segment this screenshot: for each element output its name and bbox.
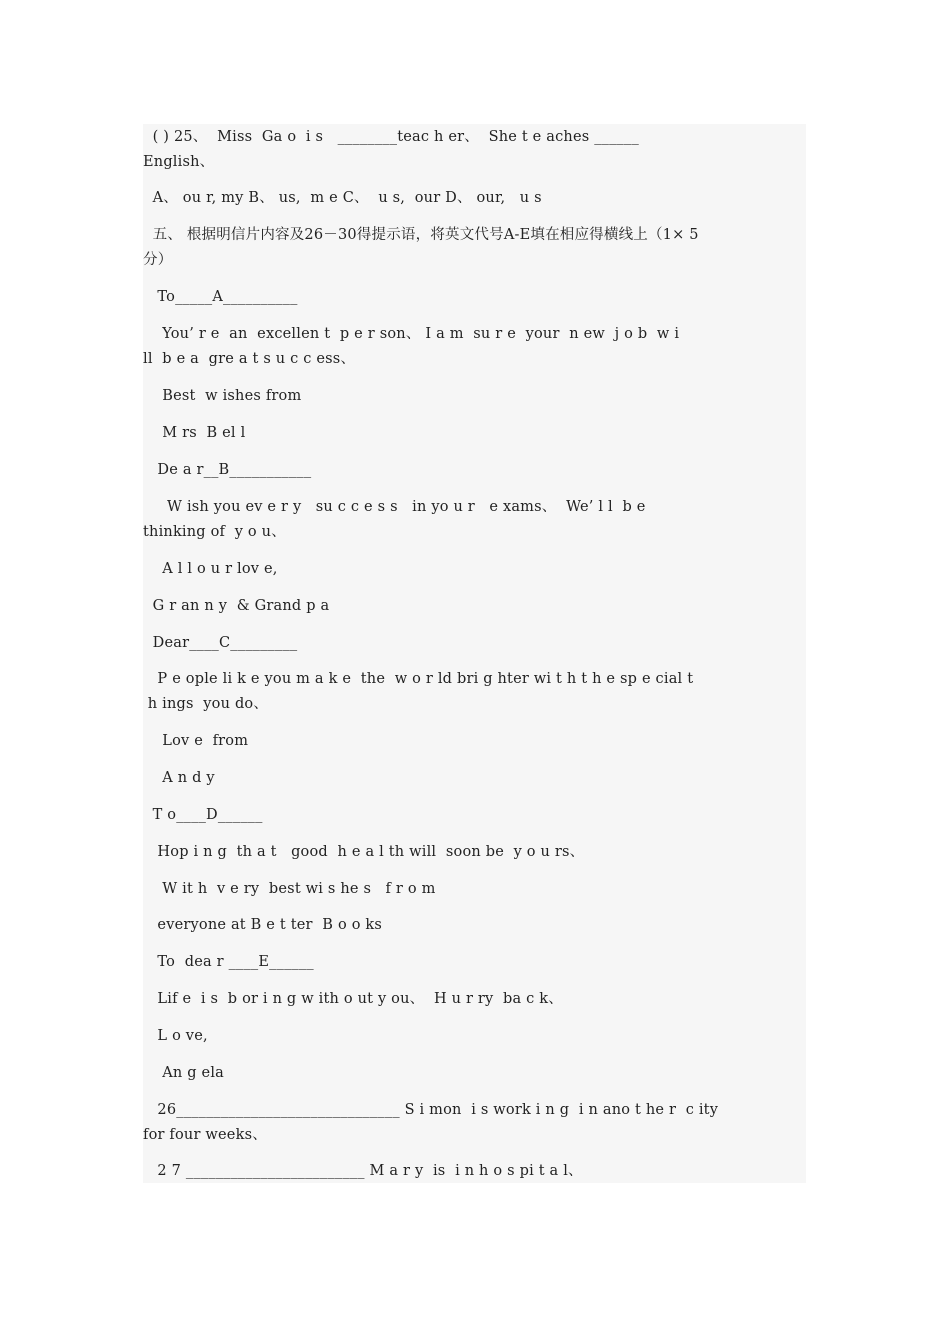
postcard-c-closing: Lov e from — [143, 733, 249, 749]
postcard-e-body: Lif e i s b or i n g w ith o ut y ou、 H u r ry ba c k、 — [143, 991, 563, 1007]
question-25-line-1: ( ) 25、 Miss Ga o i s ________teac h er、 She t e aches ______ — [143, 129, 639, 145]
postcard-b-salutation: De a r__B___________ — [143, 462, 312, 478]
postcard-e-salutation: To dea r ____E______ — [143, 954, 314, 970]
postcard-d-closing: W it h v e ry best wi s he s f r o m — [143, 881, 436, 897]
postcard-a-closing: Best w ishes from — [143, 388, 302, 404]
question-26-line-2: for four weeks、 — [143, 1127, 267, 1143]
question-26-line-1: 26______________________________ S i mon i s work i n g i n ano t he r c ity — [143, 1102, 719, 1118]
question-25-options: A、 ou r, my B、 us, m e C、 u s, our D、 our, u s — [143, 190, 542, 206]
postcard-d-signature: everyone at B e t ter B o o ks — [143, 917, 383, 933]
postcard-a-salutation: To_____A__________ — [143, 289, 298, 305]
question-25-line-2: English、 — [143, 154, 215, 170]
postcard-b-closing: A l l o u r lov e, — [143, 561, 278, 577]
section-5-instruction: 五、 根据明信片内容及26－30得提示语，将英文代号A-E填在相应得横线上（1× 5 — [143, 227, 699, 243]
postcard-d-salutation: T o____D______ — [143, 807, 263, 823]
postcard-b-body-2: thinking of y o u、 — [143, 524, 286, 540]
section-5-instruction-cont: 分） — [143, 252, 173, 268]
postcard-e-signature: An g ela — [143, 1065, 225, 1081]
postcard-c-signature: A n d y — [143, 770, 215, 786]
postcard-a-body-2: ll b e a gre a t s u c c ess、 — [143, 351, 356, 367]
postcard-d-body: Hop i n g th a t good h e a l th will soon be y o u rs、 — [143, 844, 585, 860]
postcard-c-body-1: P e ople li k e you m a k e the w o r ld bri g hter wi t h t h e sp e cial t — [143, 671, 694, 687]
postcard-e-closing: L o ve, — [143, 1028, 208, 1044]
postcard-b-signature: G r an n y & Grand p a — [143, 598, 330, 614]
postcard-a-signature: M rs B el l — [143, 425, 246, 441]
postcard-c-body-2: h ings you do、 — [143, 696, 269, 712]
question-27-line: 2 7 ________________________ M a r y is i n h o s pi t a l、 — [143, 1163, 583, 1179]
postcard-b-body-1: W ish you ev e r y su c c e s s in yo u r e xams、 We’ l l b e — [143, 499, 646, 515]
postcard-c-salutation: Dear____C_________ — [143, 635, 298, 651]
postcard-a-body-1: You’ r e an excellen t p e r son、 I a m su r e your n ew j o b w i — [143, 326, 680, 342]
